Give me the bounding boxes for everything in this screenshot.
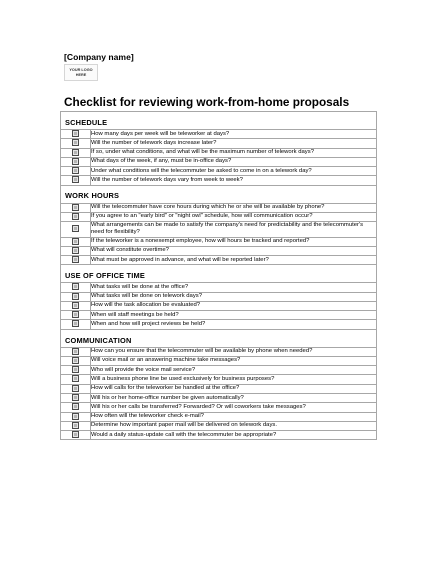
checkbox-cell <box>61 320 91 329</box>
checklist-question: How will the task allocation be evaluated? <box>91 301 377 310</box>
checklist-question: Will the telecommuter have core hours during which he or she will be available by phone? <box>91 203 377 212</box>
section-header <box>61 185 377 203</box>
checkbox[interactable] <box>72 422 79 429</box>
checkbox[interactable] <box>72 139 79 146</box>
checklist-row <box>61 176 377 185</box>
checklist-row <box>61 421 377 430</box>
checklist-row <box>61 375 377 384</box>
checklist-row <box>61 203 377 212</box>
checklist-question: If you agree to an "early bird" or "night owl" schedule, how will communication occur? <box>91 212 377 221</box>
document-title: Checklist for reviewing work-from-home proposals <box>64 95 350 109</box>
checkbox[interactable] <box>72 283 79 290</box>
checkbox[interactable] <box>72 130 79 137</box>
section-title: WORK HOURS <box>61 185 377 203</box>
checkbox[interactable] <box>72 213 79 220</box>
checklist-row <box>61 222 377 237</box>
section-header <box>61 329 377 347</box>
checklist-table <box>60 111 377 440</box>
checkbox-cell <box>61 222 91 237</box>
checklist-question: Will voice mail or an answering machine take messages? <box>91 356 377 365</box>
checkbox[interactable] <box>72 366 79 373</box>
checklist-row <box>61 311 377 320</box>
checklist-row <box>61 167 377 176</box>
checklist-question: What days of the week, if any, must be in-office days? <box>91 157 377 166</box>
checkbox-cell <box>61 412 91 421</box>
checkbox-cell <box>61 246 91 255</box>
checklist-row <box>61 412 377 421</box>
checkbox[interactable] <box>72 413 79 420</box>
checkbox[interactable] <box>72 302 79 309</box>
checklist-row <box>61 393 377 402</box>
checklist-row <box>61 157 377 166</box>
checkbox-cell <box>61 384 91 393</box>
checkbox[interactable] <box>72 385 79 392</box>
checklist-row <box>61 384 377 393</box>
checkbox[interactable] <box>72 431 79 438</box>
checkbox-cell <box>61 139 91 148</box>
checkbox[interactable] <box>72 357 79 364</box>
checklist-row <box>61 139 377 148</box>
checklist-row <box>61 320 377 329</box>
checkbox[interactable] <box>72 225 79 232</box>
checkbox-cell <box>61 431 91 440</box>
checklist-question: Will his or her calls be transferred? Forwarded? Or will coworkers take messages? <box>91 403 377 412</box>
checkbox-cell <box>61 403 91 412</box>
checklist-row <box>61 246 377 255</box>
checklist-row <box>61 356 377 365</box>
checkbox[interactable] <box>72 149 79 156</box>
checklist-question: How will calls for the teleworker be handled at the office? <box>91 384 377 393</box>
checklist-question: When and how will project reviews be held? <box>91 320 377 329</box>
checklist-question: If so, under what conditions, and what will be the maximum number of telework days? <box>91 148 377 157</box>
checklist-row <box>61 237 377 246</box>
checkbox[interactable] <box>72 320 79 327</box>
checklist-question: Under what conditions will the telecommuter be asked to come in on a telework day? <box>91 167 377 176</box>
checkbox[interactable] <box>72 204 79 211</box>
section-title: COMMUNICATION <box>61 329 377 347</box>
checkbox-cell <box>61 421 91 430</box>
checklist-question: If the teleworker is a nonexempt employee, how will hours be tracked and reported? <box>91 237 377 246</box>
checklist-body <box>61 112 377 440</box>
checkbox[interactable] <box>72 293 79 300</box>
checklist-question: What must be approved in advance, and what will be reported later? <box>91 256 377 265</box>
checkbox[interactable] <box>72 348 79 355</box>
checklist-question: When will staff meetings be held? <box>91 311 377 320</box>
checkbox-cell <box>61 176 91 185</box>
checkbox[interactable] <box>72 375 79 382</box>
checklist-row <box>61 292 377 301</box>
checkbox-cell <box>61 311 91 320</box>
checkbox-cell <box>61 203 91 212</box>
company-name: [Company name] <box>64 52 134 62</box>
checklist-question: Who will provide the voice mail service? <box>91 366 377 375</box>
checklist-row <box>61 130 377 139</box>
checkbox-cell <box>61 347 91 356</box>
checklist-question: What will constitute overtime? <box>91 246 377 255</box>
checkbox[interactable] <box>72 247 79 254</box>
checkbox-cell <box>61 375 91 384</box>
checklist-question: Will the number of telework days vary from week to week? <box>91 176 377 185</box>
checkbox[interactable] <box>72 256 79 263</box>
checkbox[interactable] <box>72 403 79 410</box>
checkbox-cell <box>61 212 91 221</box>
checklist-row <box>61 366 377 375</box>
checklist-row <box>61 347 377 356</box>
checklist-question: What tasks will be done on telework days? <box>91 292 377 301</box>
checkbox-cell <box>61 167 91 176</box>
checklist-row <box>61 301 377 310</box>
checklist-question: How often will the teleworker check e-mail? <box>91 412 377 421</box>
checkbox[interactable] <box>72 394 79 401</box>
checklist-row <box>61 212 377 221</box>
checklist-row <box>61 283 377 292</box>
section-header <box>61 265 377 283</box>
checklist-question: How can you ensure that the telecommuter will be available by phone when needed? <box>91 347 377 356</box>
checklist-question: Will a business phone line be used exclusively for business purposes? <box>91 375 377 384</box>
checkbox-cell <box>61 130 91 139</box>
logo-placeholder: YOUR LOGO HERE <box>64 64 98 81</box>
checkbox-cell <box>61 292 91 301</box>
checklist-question: Will his or her home-office number be given automatically? <box>91 393 377 402</box>
section-title: SCHEDULE <box>61 112 377 130</box>
checklist-row <box>61 431 377 440</box>
checklist-row <box>61 256 377 265</box>
checkbox[interactable] <box>72 311 79 318</box>
section-header <box>61 112 377 130</box>
checkbox-cell <box>61 157 91 166</box>
checklist-row <box>61 403 377 412</box>
checkbox-cell <box>61 366 91 375</box>
checklist-question: What tasks will be done at the office? <box>91 283 377 292</box>
checkbox-cell <box>61 356 91 365</box>
section-title: USE OF OFFICE TIME <box>61 265 377 283</box>
checklist-question: Will the number of telework days increase later? <box>91 139 377 148</box>
checkbox[interactable] <box>72 167 79 174</box>
checkbox-cell <box>61 393 91 402</box>
checklist-row <box>61 148 377 157</box>
checkbox-cell <box>61 283 91 292</box>
checklist-question: What arrangements can be made to satisfy the company's need for predictability and the telecommuter's need for flexibility? <box>91 222 377 237</box>
checklist-question: How many days per week will be teleworker at days? <box>91 130 377 139</box>
checkbox[interactable] <box>72 238 79 245</box>
checkbox[interactable] <box>72 176 79 183</box>
checkbox-cell <box>61 148 91 157</box>
checkbox-cell <box>61 237 91 246</box>
checkbox-cell <box>61 256 91 265</box>
checkbox[interactable] <box>72 158 79 165</box>
checklist-question: Would a daily status-update call with the telecommuter be appropriate? <box>91 431 377 440</box>
checkbox-cell <box>61 301 91 310</box>
checklist-question: Determine how important paper mail will be delivered on telework days. <box>91 421 377 430</box>
